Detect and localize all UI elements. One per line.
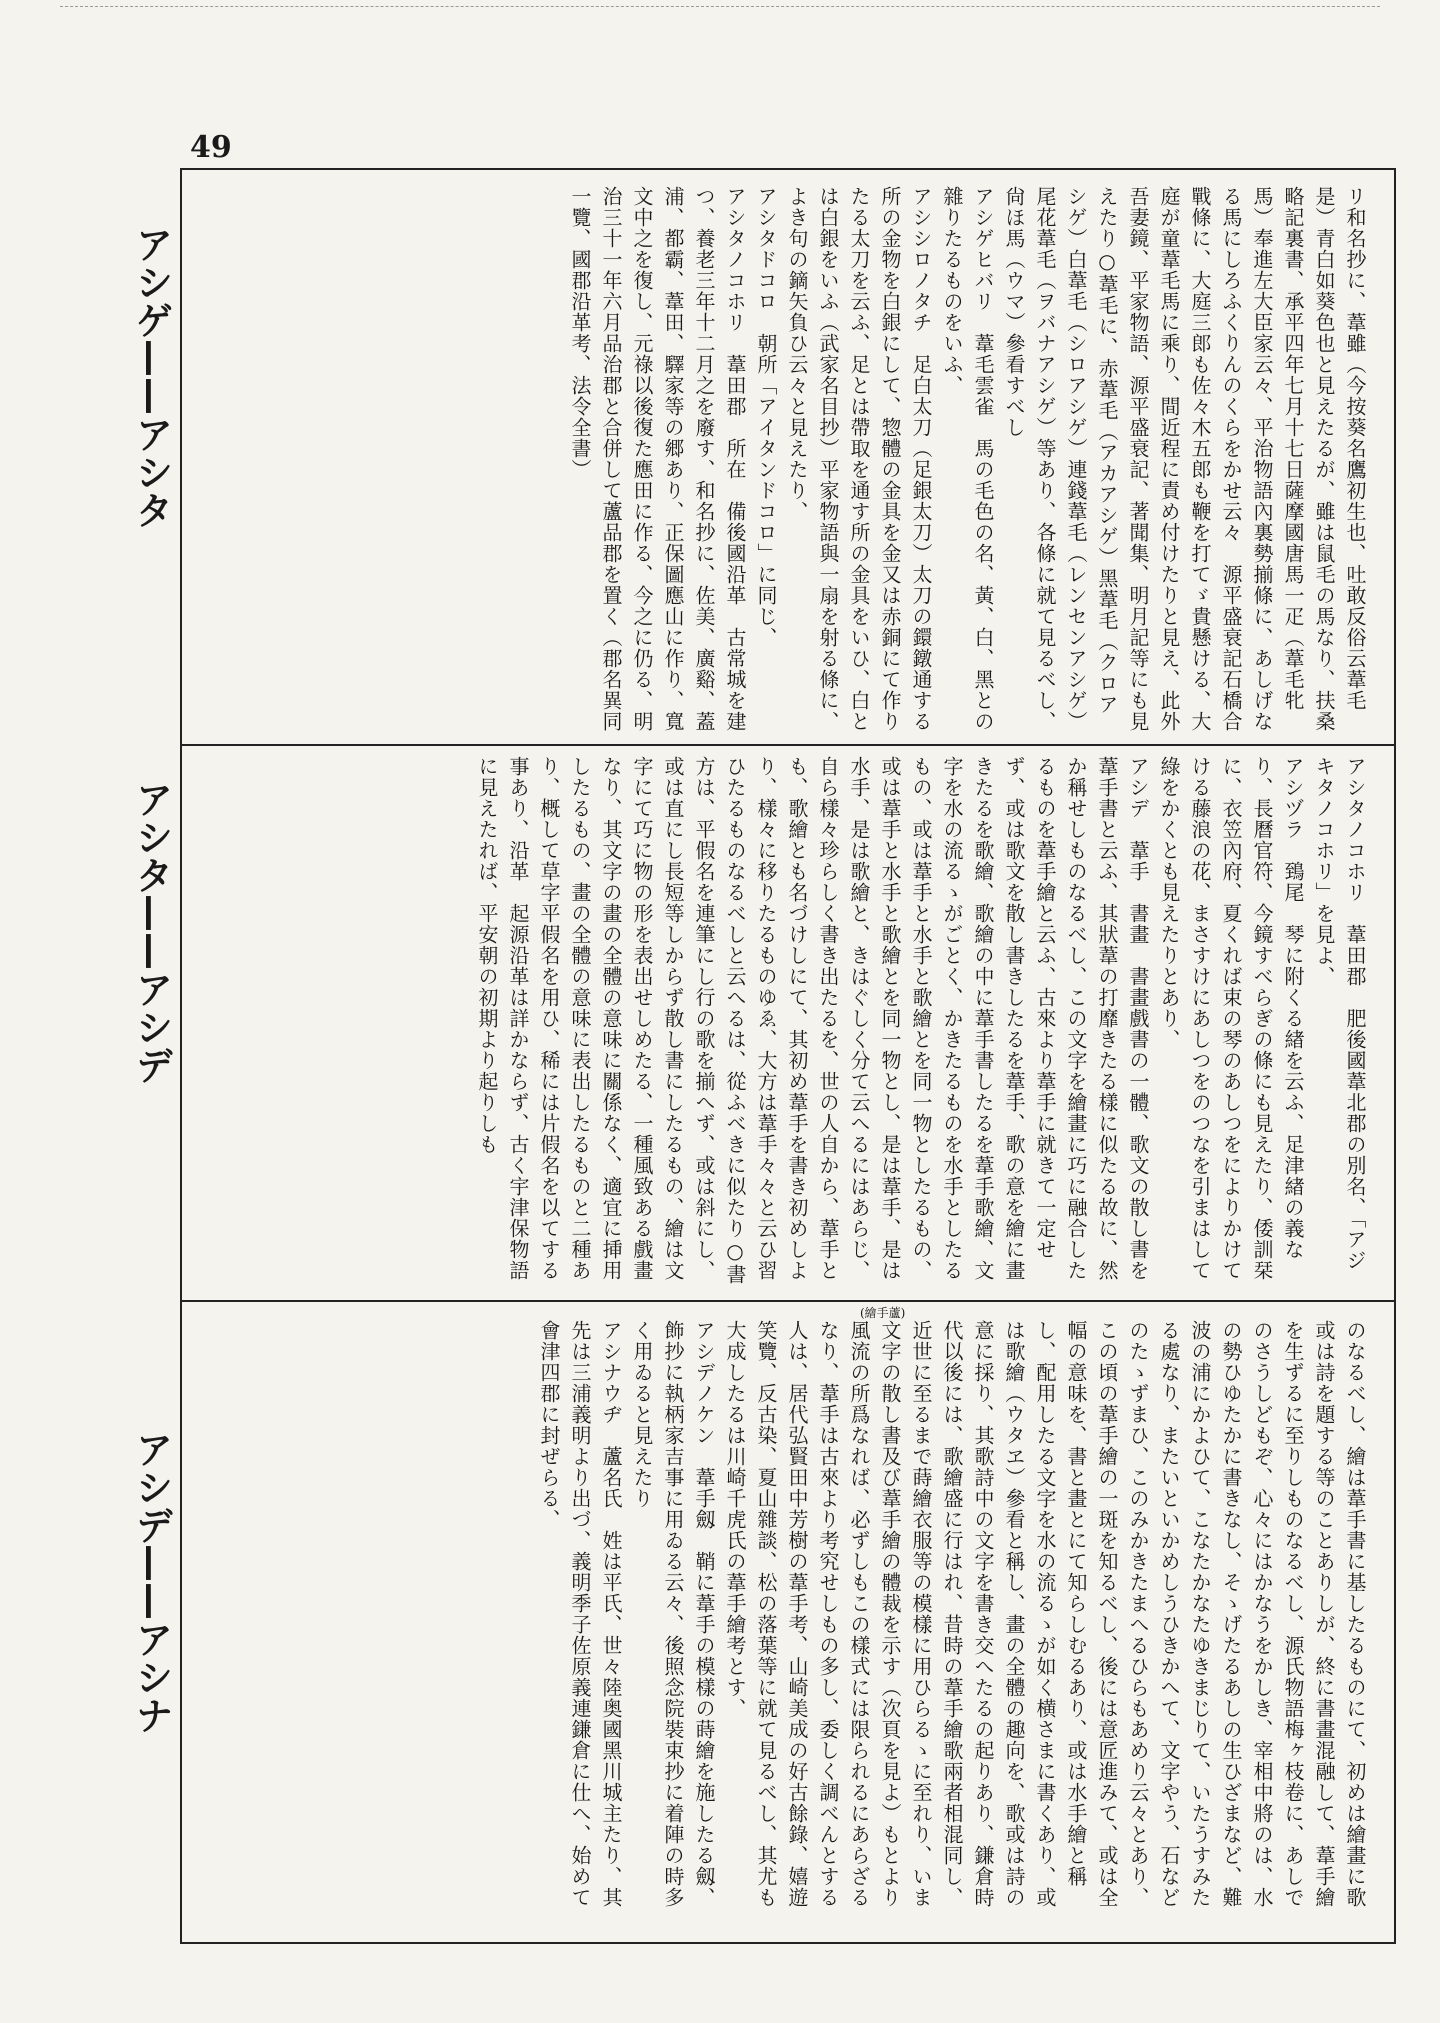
- running-head-1: アシゲ——アシタ: [129, 225, 173, 529]
- entry-block-middle: アシタノコホリ 葦田郡 肥後國葦北郡の別名、「アジキタノコホリ」を見よ、 アシヅラ 鵄尾 琴に附くる緖を云ふ、足津緖の義なり、長曆官符、今鏡すべらぎの條にも見えたり、倭訓栞に、衣笠內府、夏くれば束の琴のあしつをによりかけてける藤浪の花、まさすけにあしつをのつなを引まはして綠をかくとも見えたりとあり、 アシデ 葦手 書畫 書畫戲書の一體、歌文の散し書を葦手書と云ふ、其狀葦の打靡きたる樣に似たる故に、然か稱せしものなるべし、この文字を繪畫に巧に融合したるものを葦手繪と云ふ、古來より葦手に就きて一定せず、或は歌文を散し書きしたるを葦手、歌の意を繪に畫きたるを歌繪、歌繪の中に葦手書したるを葦手歌繪、文字を水の流るゝがごとく、かきたるものを水手としたるもの、或は葦手と水手と歌繪とを同一物としたるもの、或は葦手と水手と歌繪とを同一物とし、是は葦手、是は水手、是は歌繪と、きはぐしく分て云へるにはあらじ、自ら樣々珍らしく書き出たるを、世の人自から、葦手とも、歌繪とも名づけしにて、其初め葦手を書き初めしより、樣々に移りたるものゆゑ、大方は葦手々々と云ひ習ひたるものなるべしと云へるは、從ふべきに似たり○書方は、平假名を連筆にし行の歌を揃へず、或は斜にし、或は直にし長短等しからず散し書にしたるもの、繪は文字にて巧に物の形を表出せしめたる、一種風致ある戲畫なり、其文字の畫の全體の意味に關係なく、適宜に挿用したるもの、畫の全體の意味に表出したるものと二種あり、概して草字平假名を用ひ、稀には片假名を以てする事あり、沿革 起源沿革は詳かならず、古く宇津保物語に見えたれば、平安朝の初期より起りしも: [475, 756, 1367, 1285]
- page-number: 49: [190, 130, 232, 165]
- entry-block-top: リ和名抄に、葦雖（今按葵名鷹初生也、吐敢反俗云葦毛是）青白如葵色也と見えたるが、雖は鼠毛の馬なり、扶桑略記裏書、承平四年七月十七日薩摩國唐馬一疋（葦毛牝馬）奉進左大臣家云々、平治物語內裏勢揃條に、あしげなる馬にしろふくりんのくらをかせ云々 源平盛衰記石橋合戰條に、大庭三郎も佐々木五郎も鞭を打てゞ貴懸ける、大庭が童葦毛馬に乘り、間近程に責め付けたりと見え、此外吾妻鏡、平家物語、源平盛衰記、著聞集、明月記等にも見えたり○葦毛に、赤葦毛（アカアシゲ）黑葦毛（クロアシゲ）白葦毛（シロアシゲ）連錢葦毛（レンセンアシゲ）尾花葦毛（ヲバナアシゲ）等あり、各條に就て見るべし、尙ほ馬（ウマ）參看すべし アシゲヒバリ 葦毛雲雀 馬の毛色の名、黃、白、黑との雜りたるものをいふ、 アシシロノタチ 足白太刀（足銀太刀）太刀の鐶鐓通する所の金物を白銀にして、惣體の金具を金又は赤銅にて作りたる太刀を云ふ、足とは帶取を通す所の金具をいひ、白とは白銀をいふ（武家名目抄）平家物語與一扇を射る條に、よき句の鏑矢負ひ云々と見えたり、 アシタドコロ 朝所「アイタンドコロ」に同じ、 アシタノコホリ 葦田郡 所在 備後國沿革 古常城を建つ、養老三年十二月之を廢す、和名抄に、佐美、廣谿、蓋浦、都霸、葦田、驛家等の郷あり、正保圖應山に作り、寬文中之を復し、元祿以後復た應田に作る、今之に仍る、明治三十一年六月品治郡と合併して蘆品郡を置く（郡名異同一覽、國郡沿革考、法令全書）: [568, 186, 1367, 732]
- figure-caption: (繪手蘆): [860, 1306, 906, 1320]
- top-border: [60, 6, 1380, 7]
- section-divider-1: [180, 744, 1394, 746]
- entry-block-bottom: のなるべし、繪は葦手書に基したるものにて、初めは繪畫に歌或は詩を題する等のことありしが、終に書畫混融して、葦手繪を生ずるに至りしものなるべし、源氏物語梅ヶ枝卷に、あしでのさうしどもぞ、心々にはかなうをかしき、宰相中將のは、水の勢ひゆたかに書きなし、そゝげたるあしの生ひざまなど、難波の浦にかよひて、こなたかなたゆきまじりて、いたうすみたる處なり、またいといかめしうひきかへて、文字やう、石などのたゝずまひ、このみかきたまへるひらもあめり云々とあり、この頃の葦手繪の一斑を知るべし、後には意匠進みて、或は全幅の意味を、書と畫とにて知らしむるあり、或は水手繪と稱し、配用したる文字を水の流るゝが如く横さまに書くあり、或は歌繪（ウタヱ）參看と稱し、畫の全體の趣向を、歌或は詩の意に採り、其歌詩中の文字を書き交へたるの起りあり、鎌倉時代以後には、歌繪盛に行はれ、昔時の葦手繪歌兩者相混同し、近世に至るまで蒔繪衣服等の模樣に用ひらるゝに至れり、いま文字の散し書及び葦手繪の體裁を示す（次頁を見よ）もとより風流の所爲なれば、必ずしもこの樣式には限られるにあらざるなり、葦手は古來より考究せしもの多し、委しく調べんとする人は、居代弘賢田中芳樹の葦手考、山崎美成の好古餘錄、嬉遊笑覽、反古染、夏山雜談、松の落葉等に就て見るべし、其尤も大成したるは川崎千虎氏の葦手繪考とす、 アシデノケン 葦手劔 鞘に葦手の模樣の蒔繪を施したる劔、飾抄に執柄家吉事に用ゐる云々、後照念院裝束抄に着陣の時多く用ゐると見えたり アシナウヂ 蘆名氏 姓は平氏、世々陸奥國黑川城主たり、其先は三浦義明より出づ、義明季子佐原義連鎌倉に仕へ、始めて會津四郡に封ぜらる、: [537, 1320, 1367, 1908]
- section-divider-2: [180, 1300, 1394, 1302]
- running-head-3: アシデ——アシナ: [129, 1430, 173, 1734]
- running-head-2: アシタ——アシデ: [129, 780, 173, 1084]
